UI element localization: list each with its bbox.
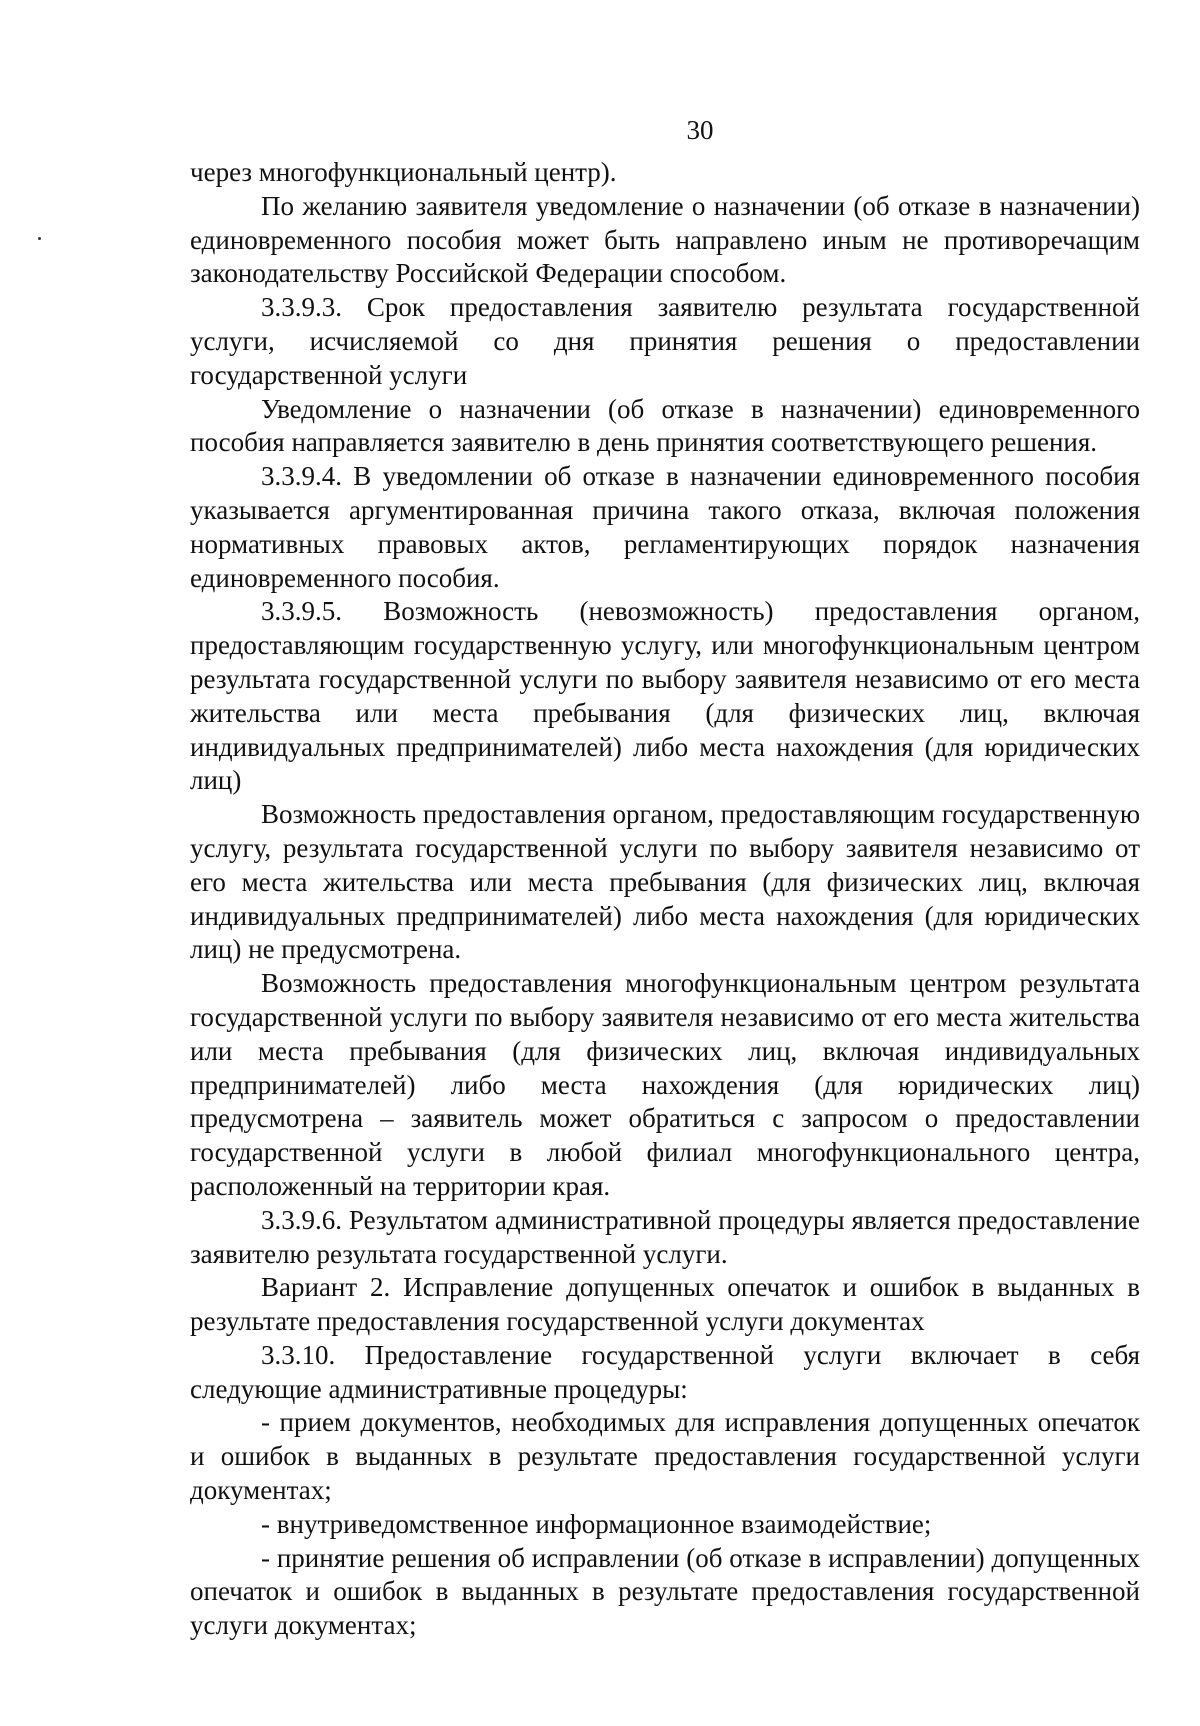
paragraph-3-3-9-5: 3.3.9.5. Возможность (невозможность) предоставления органом, предоставляющим государственную услугу, или многофункциональным центром результата государственной услуги по выбору заявителя независимо от его места жительства или места пребывания (для физических лиц, включая индивидуальных предпринимателей) либо места нахождения (для юридических лиц) <box>190 596 1140 796</box>
scan-speck <box>38 237 41 240</box>
list-item-interagency-interaction: - внутриведомственное информационное взаимодействие; <box>261 1508 932 1539</box>
paragraph-variant-2-heading: Вариант 2. Исправление допущенных опечаток и ошибок в выданных в результате предоставления государственной услуги документах <box>190 1272 1140 1337</box>
paragraph-3-3-10: 3.3.10. Предоставление государственной услуги включает в себя следующие административные процедуры: <box>190 1339 1140 1404</box>
paragraph-mfc-extraterritorial: Возможность предоставления многофункциональным центром результата государственной услуги по выбору заявителя независимо от его места жительства или места пребывания (для физических лиц, включая индивидуальных предпринимателей) либо места нахождения (для юридических лиц) предусмотрена – заявитель может обратиться с запросом о предоставлении государственной услуги в любой филиал многофункционального центра, расположенный на территории края. <box>190 968 1140 1201</box>
paragraph-3-3-9-4: 3.3.9.4. В уведомлении об отказе в назначении единовременного пособия указывается аргументированная причина такого отказа, включая положения нормативных правовых актов, регламентирующих порядок назначения единовременного пособия. <box>190 461 1140 593</box>
list-item-correction-decision: - принятие решения об исправлении (об отказе в исправлении) допущенных опечаток и ошибок в выданных в результате предоставления государственной услуги документах; <box>190 1542 1140 1641</box>
paragraph-notification-timing: Уведомление о назначении (об отказе в назначении) единовременного пособия направляется заявителю в день принятия соответствующего решения. <box>190 393 1140 458</box>
page-number: 30 <box>686 115 714 145</box>
paragraph-authority-extraterritorial: Возможность предоставления органом, предоставляющим государственную услугу, результата государственной услуги по выбору заявителя независимо от его места жительства или места пребывания (для физических лиц, включая индивидуальных предпринимателей) либо места нахождения (для юридических лиц) не предусмотрена. <box>190 799 1140 965</box>
paragraph-continuation: через многофункциональный центр). <box>190 157 617 187</box>
paragraph-3-3-9-3: 3.3.9.3. Срок предоставления заявителю результата государственной услуги, исчисляемой со дня принятия решения о предоставлении государственной услуги <box>190 292 1140 390</box>
paragraph-notification-method: По желанию заявителя уведомление о назначении (об отказе в назначении) единовременного пособия может быть направлено иным не противоречащим законодательству Российской Федерации способом. <box>190 190 1140 289</box>
paragraph-3-3-9-6: 3.3.9.6. Результатом административной процедуры является предоставление заявителю результата государственной услуги. <box>190 1204 1140 1269</box>
document-body <box>190 156 1140 1643</box>
list-item-document-intake: - прием документов, необходимых для исправления допущенных опечаток и ошибок в выданных в результате предоставления государственной услуги документах; <box>190 1407 1140 1506</box>
